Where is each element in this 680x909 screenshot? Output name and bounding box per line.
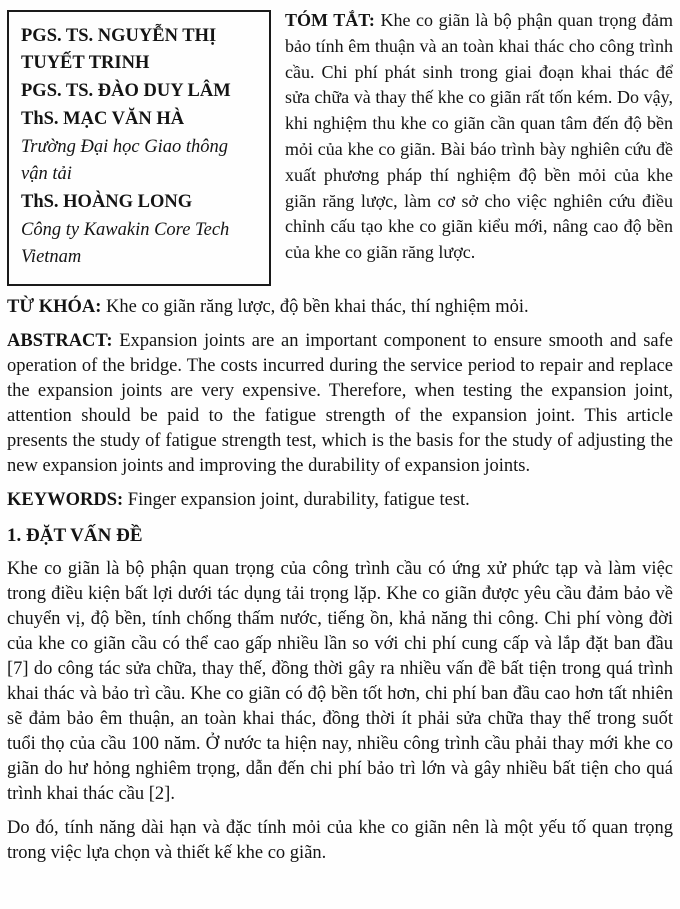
abstract-vietnamese <box>285 8 673 266</box>
author-name-1: PGS. TS. NGUYỄN THỊ TUYẾT TRINH <box>21 26 217 73</box>
section-1-paragraph-2: Do đó, tính năng dài hạn và đặc tính mỏi của khe co giãn nên là một yếu tố quan trọng trong việc lựa chọn và thiết kế khe co giãn. <box>7 818 673 863</box>
author-affiliation-1: Trường Đại học Giao thông vận tải <box>21 137 229 184</box>
header-section <box>7 8 673 286</box>
keywords-english-text: Finger expansion joint, durability, fatigue test. <box>127 490 470 510</box>
author-affiliation-2: Công ty Kawakin Core Tech Vietnam <box>21 220 230 267</box>
abstract-vietnamese-text: Khe co giãn là bộ phận quan trọng đảm bảo tính êm thuận và an toàn khai thác cho công trình cầu. Chi phí phát sinh trong giai đoạn khai thác để sửa chữa và thay thế khe co giãn rất tốn kém. Do vậy, khi nghiệm thu khe co giãn cần quan tâm đến độ bền mỏi của khe co giãn. Bài báo trình bày nghiên cứu đề xuất phương pháp thí nghiệm độ bền mỏi của khe giãn răng lược, làm cơ sở cho việc nghiên cứu điều chỉnh cấu tạo khe co giãn kiểu mới, nâng cao độ bền của khe co giãn răng lược. <box>285 10 674 263</box>
keywords-english <box>7 488 673 513</box>
section-1-paragraph-1: Khe co giãn là bộ phận quan trọng của công trình cầu có ứng xử phức tạp và làm việc trong điều kiện bất lợi dưới tác dụng tải trọng lặp. Khe co giãn được yêu cầu đảm bảo về chuyển vị, độ bền, tính chống thấm nước, tiếng ồn, khả năng thi công. Chi phí vòng đời của khe co giãn cầu có thể cao gấp nhiều lần so với chi phí cung cấp và lắp đặt ban đầu [7] do công tác sửa chữa, thay thế, đồng thời gây ra nhiều vấn đề bất tiện trong quá trình khai thác và bảo trì cầu. Khe co giãn có độ bền tốt hơn, chi phí ban đầu cao hơn tất nhiên sẽ đảm bảo êm thuận, an toàn khai thác, đồng thời ít phải sửa chữa thay thế trong suốt tuổi thọ của cầu 100 năm. Ở nước ta hiện nay, nhiều công trình cầu phải thay mới khe co giãn do hư hỏng nghiêm trọng, dẫn đến chi phí bảo trì lớn và gây nhiều bất tiện cho quá trình khai thác cầu [2]. <box>7 559 673 804</box>
keywords-vietnamese <box>7 295 673 320</box>
author-name-3: ThS. MẠC VĂN HÀ <box>21 109 185 129</box>
author-box <box>7 10 271 286</box>
author-name-2: PGS. TS. ĐÀO DUY LÂM <box>21 81 231 101</box>
abstract-english <box>7 329 673 479</box>
keywords-vietnamese-text: Khe co giãn răng lược, độ bền khai thác, thí nghiệm mỏi. <box>106 297 529 317</box>
abstract-vietnamese-label: TÓM TẮT: <box>285 10 375 30</box>
keywords-english-label: KEYWORDS: <box>7 490 124 510</box>
section-1-heading: 1. ĐẶT VẤN ĐỀ <box>7 525 143 546</box>
keywords-vietnamese-label: TỪ KHÓA: <box>7 297 102 317</box>
abstract-english-text: Expansion joints are an important component to ensure smooth and safe operation of the bridge. The costs incurred during the service period to repair and replace the expansion joints are very expensive. Therefore, when testing the expansion joint, attention should be paid to the fatigue strength of the expansion joint. This article presents the study of fatigue strength test, which is the basis for the study of adjusting the new expansion joints and improving the durability of expansion joints. <box>7 331 674 476</box>
abstract-english-label: ABSTRACT: <box>7 331 113 351</box>
author-name-4: ThS. HOÀNG LONG <box>21 192 193 212</box>
